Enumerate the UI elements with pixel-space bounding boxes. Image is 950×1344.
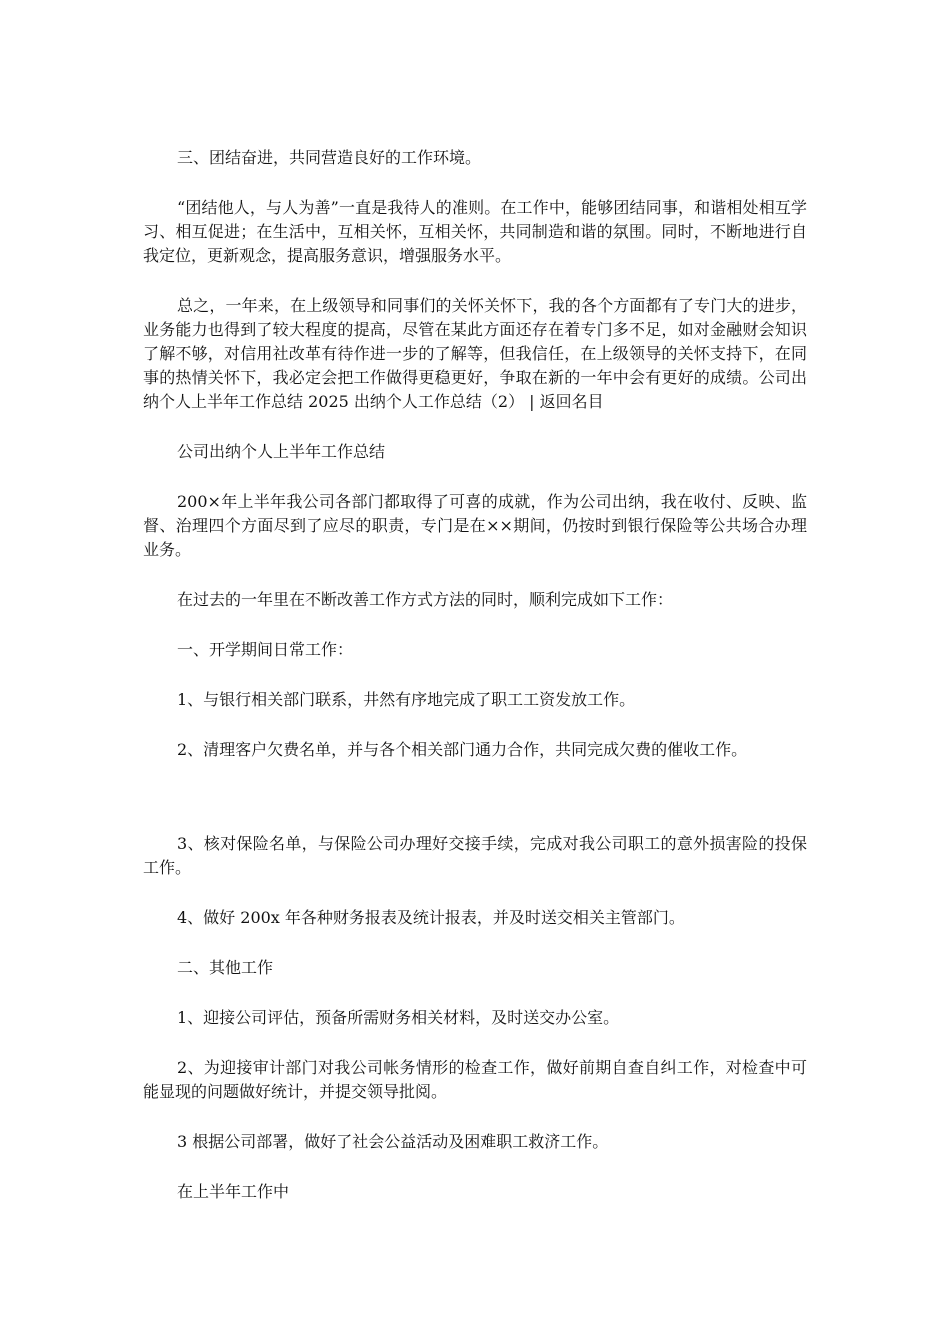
list-item-4: 4、做好 200x 年各种财务报表及统计报表，并及时送交相关主管部门。: [177, 908, 685, 927]
list-item-3: 3、核对保险名单，与保险公司办理好交接手续，完成对我公司职工的意外损害险的投保工作。: [143, 834, 807, 877]
blank-space: [143, 788, 807, 832]
paragraph-closing-fragment: 在上半年工作中: [177, 1182, 290, 1201]
document-subtitle: 公司出纳个人上半年工作总结: [177, 442, 386, 461]
section-heading-daily: 一、开学期间日常工作：: [177, 640, 354, 659]
other-item-2: 2、为迎接审计部门对我公司帐务情形的检查工作，做好前期自查自纠工作，对检查中可能显现的问题做好统计，并提交领导批阅。: [143, 1058, 807, 1101]
other-item-3: 3 根据公司部署，做好了社会公益活动及困难职工救济工作。: [177, 1132, 609, 1151]
list-item-2: 2、清理客户欠费名单，并与各个相关部门通力合作，共同完成欠费的催收工作。: [177, 740, 748, 759]
paragraph-intro: 200×年上半年我公司各部门都取得了可喜的成就，作为公司出纳，我在收付、反映、监督、治理四个方面尽到了应尽的职责，专门是在××期间，仍按时到银行保险等公共场合办理业务。: [143, 492, 807, 559]
paragraph-unity: “团结他人，与人为善”一直是我待人的准则。在工作中，能够团结同事，和谐相处相互学习、相互促进；在生活中，互相关怀，互相关怀，共同制造和谐的氛围。同时，不断地进行自我定位，更新观念，提高服务意识，增强服务水平。: [143, 198, 807, 265]
document-body: [143, 146, 807, 1230]
paragraph-summary: 总之，一年来，在上级领导和同事们的关怀关怀下，我的各个方面都有了专门大的进步，业务能力也得到了较大程度的提高，尽管在某此方面还存在着专门多不足，如对金融财会知识了解不够，对信用社改革有待作进一步的了解等，但我信任，在上级领导的关怀支持下，在同事的热情关怀下，我必定会把工作做得更稳更好，争取在新的一年中会有更好的成绩。公司出纳个人上半年工作总结 2025 出纳个人工作总结（2） | 返回名目: [143, 296, 807, 411]
other-item-1: 1、迎接公司评估，预备所需财务相关材料，及时送交办公室。: [177, 1008, 620, 1027]
list-item-1: 1、与银行相关部门联系，井然有序地完成了职工工资发放工作。: [177, 690, 636, 709]
section-heading-other: 二、其他工作: [177, 958, 274, 977]
section-heading-unity: 三、团结奋进，共同营造良好的工作环境。: [177, 148, 482, 167]
paragraph-work-lead: 在过去的一年里在不断改善工作方式方法的同时，顺利完成如下工作：: [177, 590, 674, 609]
